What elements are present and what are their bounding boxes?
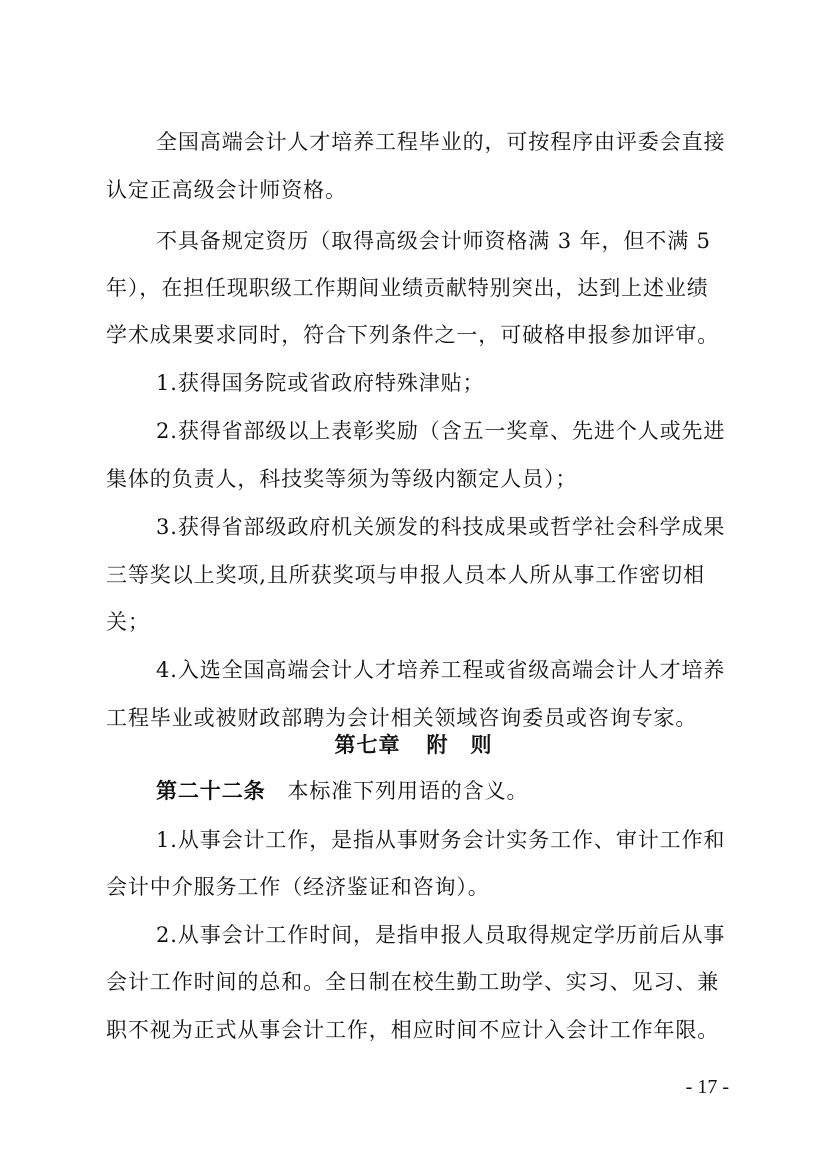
article-label: 第二十二条 <box>156 778 266 803</box>
definition-2-cont: 职不视为正式从事会计工作，相应时间不应计入会计工作年限。 <box>106 1018 720 1042</box>
list-item-3-cont: 三等奖以上奖项,且所获奖项与申报人员本人所从事工作密切相 <box>106 563 705 587</box>
definition-2: 2.从事会计工作时间，是指申报人员取得规定学历前后从事 <box>156 923 726 947</box>
paragraph-line: 学术成果要求同时，符合下列条件之一，可破格申报参加评审。 <box>106 323 720 347</box>
definition-1-cont: 会计中介服务工作（经济鉴证和咨询）。 <box>106 875 490 899</box>
list-item-1: 1.获得国务院或省政府特殊津贴； <box>156 371 485 395</box>
list-item-4-cont: 工程毕业或被财政部聘为会计相关领域咨询委员或咨询专家。 <box>106 706 698 730</box>
chapter-title: 附 则 <box>426 732 493 757</box>
definition-1: 1.从事会计工作，是指从事财务会计实务工作、审计工作和 <box>156 828 726 852</box>
list-item-4: 4.入选全国高端会计人才培养工程或省级高端会计人才培养 <box>156 658 726 682</box>
article-text: 本标准下列用语的含义。 <box>287 779 529 803</box>
definition-2-cont: 会计工作时间的总和。全日制在校生勤工助学、实习、见习、兼 <box>106 970 720 994</box>
article-22 <box>156 777 528 805</box>
paragraph-line: 全国高端会计人才培养工程毕业的，可按程序由评委会直接 <box>156 130 726 154</box>
list-item-3-cont: 关； <box>106 610 150 634</box>
page-number: - 17 - <box>685 1076 729 1098</box>
list-item-2: 2.获得省部级以上表彰奖励（含五一奖章、先进个人或先进 <box>156 419 726 443</box>
paragraph-line: 不具备规定资历（取得高级会计师资格满 3 年，但不满 5 <box>156 229 711 253</box>
list-item-2-cont: 集体的负责人，科技奖等须为等级内额定人员）； <box>106 467 578 491</box>
paragraph-line: 年），在担任现职级工作期间业绩贡献特别突出，达到上述业绩 <box>106 276 709 300</box>
list-item-3: 3.获得省部级政府机关颁发的科技成果或哲学社会科学成果 <box>156 515 726 539</box>
paragraph-line: 认定正高级会计师资格。 <box>106 178 347 202</box>
chapter-number: 第七章 <box>334 732 401 757</box>
chapter-heading <box>0 731 827 759</box>
